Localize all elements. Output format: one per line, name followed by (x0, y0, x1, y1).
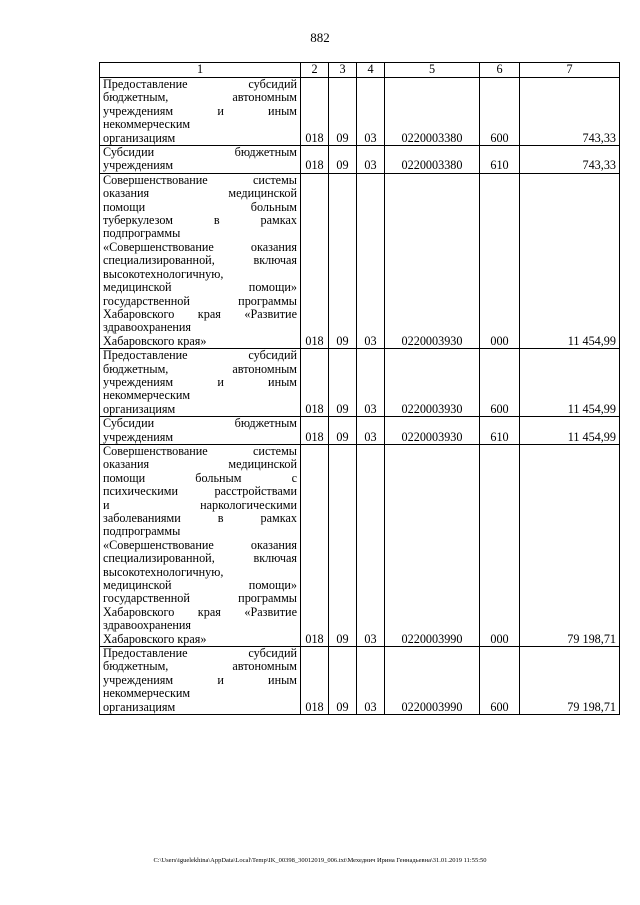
row-name-line: оказания медицинской (103, 457, 297, 472)
section-code-cell: 09 (329, 444, 357, 646)
row-name-line: Хабаровского края» (103, 631, 207, 646)
table-row (100, 444, 620, 646)
row-name-line: здравоохранения (103, 618, 192, 633)
expense-type-cell: 600 (480, 78, 520, 146)
subsection-code-cell: 03 (357, 417, 385, 445)
row-name-line: туберкулезом в рамках (103, 213, 297, 228)
table-row (100, 417, 620, 445)
page-number: 882 (310, 30, 330, 45)
main-admin-code-cell: 018 (301, 146, 329, 174)
target-article-cell: 0220003930 (385, 417, 480, 445)
row-name-line: Предоставление субсидий (103, 348, 297, 363)
header-cell: 3 (329, 63, 357, 78)
table-row (100, 173, 620, 348)
main-admin-code-cell: 018 (301, 173, 329, 348)
subsection-code-cell: 03 (357, 349, 385, 417)
row-name-line: подпрограммы (103, 226, 181, 241)
header-cell: 4 (357, 63, 385, 78)
main-admin-code-cell: 018 (301, 78, 329, 146)
row-name-line: учреждениям (103, 158, 174, 173)
row-name-line: Предоставление субсидий (103, 77, 297, 91)
amount-cell: 743,33 (520, 78, 620, 146)
row-name-line: организациям (103, 401, 176, 416)
row-name-line: Совершенствование системы (103, 443, 297, 458)
section-code-cell: 09 (329, 146, 357, 174)
target-article-cell: 0220003930 (385, 349, 480, 417)
row-name-line: заболеваниями в рамках (103, 511, 297, 525)
row-name-line: организациям (103, 699, 176, 714)
budget-table (99, 62, 620, 715)
expense-type-cell: 610 (480, 417, 520, 445)
row-name-line: специализированной, включая (103, 253, 297, 268)
section-code-cell: 09 (329, 647, 357, 715)
row-name-line: некоммерческим (103, 686, 191, 701)
header-cell: 5 (385, 63, 480, 78)
row-name-line: специализированной, включая (103, 551, 297, 566)
table-row (100, 647, 620, 715)
expense-type-cell: 000 (480, 173, 520, 348)
row-name-line: некоммерческим (103, 117, 191, 132)
main-admin-code-cell: 018 (301, 349, 329, 417)
row-name-line: бюджетным, автономным (103, 90, 297, 105)
row-name-line: учреждениям и иным (103, 103, 297, 118)
target-article-cell: 0220003990 (385, 444, 480, 646)
section-code-cell: 09 (329, 349, 357, 417)
amount-cell: 743,33 (520, 146, 620, 174)
row-name-line: оказания медицинской (103, 186, 297, 201)
row-name-line: организациям (103, 130, 176, 145)
row-name-line: некоммерческим (103, 388, 191, 403)
header-cell: 6 (480, 63, 520, 78)
header-cell: 1 (100, 63, 301, 78)
row-name-line: и наркологическими (103, 497, 297, 512)
row-name-line: высокотехнологичную, (103, 266, 224, 281)
amount-cell: 11 454,99 (520, 173, 620, 348)
row-name-cell (100, 444, 301, 646)
target-article-cell: 0220003380 (385, 146, 480, 174)
expense-type-cell: 600 (480, 349, 520, 417)
section-code-cell: 09 (329, 173, 357, 348)
table-row (100, 146, 620, 174)
row-name-line: бюджетным, автономным (103, 659, 297, 674)
row-name-cell (100, 146, 301, 174)
row-name-line: медицинской помощи» (103, 578, 297, 593)
expense-type-cell: 610 (480, 146, 520, 174)
row-name-line: государственной программы (103, 293, 297, 308)
row-name-line: высокотехнологичную, (103, 564, 224, 579)
header-cell: 7 (520, 63, 620, 78)
amount-cell: 11 454,99 (520, 417, 620, 445)
row-name-line: учреждениям и иным (103, 374, 297, 389)
row-name-line: помощи больным (103, 199, 297, 214)
target-article-cell: 0220003930 (385, 173, 480, 348)
row-name-line: Хабаровского края» (103, 333, 207, 348)
expense-type-cell: 000 (480, 444, 520, 646)
row-name-line: здравоохранения (103, 320, 192, 335)
row-name-line: медицинской помощи» (103, 280, 297, 295)
row-name-line: Совершенствование системы (103, 172, 297, 187)
row-name-cell (100, 78, 301, 146)
subsection-code-cell: 03 (357, 146, 385, 174)
row-name-line: государственной программы (103, 591, 297, 606)
row-name-line: учреждениям (103, 429, 174, 444)
amount-cell: 79 198,71 (520, 647, 620, 715)
subsection-code-cell: 03 (357, 78, 385, 146)
subsection-code-cell: 03 (357, 647, 385, 715)
subsection-code-cell: 03 (357, 444, 385, 646)
main-admin-code-cell: 018 (301, 444, 329, 646)
row-name-cell (100, 349, 301, 417)
main-admin-code-cell: 018 (301, 647, 329, 715)
section-code-cell: 09 (329, 417, 357, 445)
row-name-line: психическими расстройствами (103, 484, 297, 499)
table-row (100, 349, 620, 417)
row-name-line: помощи больным с (103, 470, 297, 485)
row-name-line: «Совершенствование оказания (103, 537, 297, 552)
row-name-line: Субсидии бюджетным (103, 416, 297, 431)
main-admin-code-cell: 018 (301, 417, 329, 445)
table-header-row (100, 63, 620, 78)
row-name-line: Субсидии бюджетным (103, 145, 297, 160)
row-name-cell (100, 647, 301, 715)
subsection-code-cell: 03 (357, 173, 385, 348)
row-name-line: Хабаровского края «Развитие (103, 604, 297, 619)
row-name-line: учреждениям и иным (103, 672, 297, 687)
file-path-footer: C:\Users\iguelekhina\AppData\Local\Temp\IK_00398_30012019_006.txt\Мехеднич Ирина Геннадьевна\31.01.2019 11:55:50 (153, 857, 487, 864)
expense-type-cell: 600 (480, 647, 520, 715)
table-row (100, 78, 620, 146)
row-name-line: подпрограммы (103, 524, 181, 539)
row-name-line: «Совершенствование оказания (103, 239, 297, 254)
section-code-cell: 09 (329, 78, 357, 146)
amount-cell: 79 198,71 (520, 444, 620, 646)
header-cell: 2 (301, 63, 329, 78)
row-name-line: Предоставление субсидий (103, 646, 297, 661)
row-name-line: бюджетным, автономным (103, 361, 297, 376)
row-name-cell (100, 417, 301, 445)
target-article-cell: 0220003380 (385, 78, 480, 146)
target-article-cell: 0220003990 (385, 647, 480, 715)
row-name-line: Хабаровского края «Развитие (103, 306, 297, 321)
row-name-cell (100, 173, 301, 348)
amount-cell: 11 454,99 (520, 349, 620, 417)
